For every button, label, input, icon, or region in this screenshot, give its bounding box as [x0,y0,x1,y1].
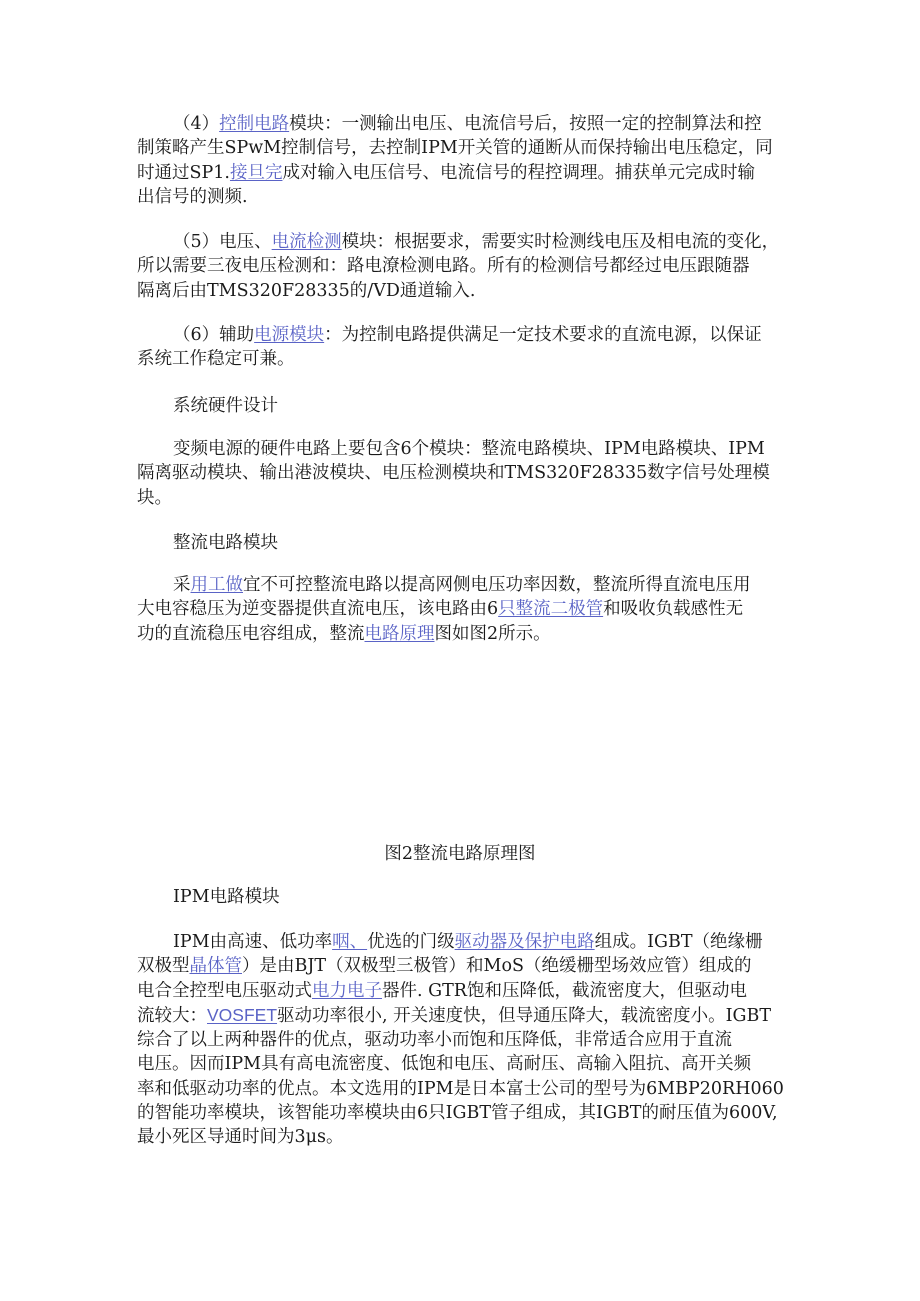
section-heading-ipm: IPM电路模块 [173,887,280,907]
line: 综合了以上两种器件的优点，驱动功率小而饱和压降低，非常适合应用于直流 [137,1030,732,1051]
text: 宜不可控整流电路以提高网侧电压功率因数，整流所得直流电压用 [243,575,751,595]
text: 功的直流稳压电容组成，整流 [137,623,365,644]
section-heading-hardware: 系统硬件设计 [173,396,278,416]
link-yan[interactable]: 咽、 [332,932,368,952]
line: 率和低驱动功率的优点。本文选用的IPM是日本富士公司的型号为6MBP20RH060 [137,1078,784,1099]
link-yonggongzuo[interactable]: 用工做 [190,575,243,595]
line [137,930,784,954]
line [137,979,784,1003]
text: ：为控制电路提供满足一定技术要求的直流电源，以保证 [324,325,762,345]
text: 驱动功率很小, 开关速度快，但导通压降大，载流密度小。IGBT [277,1005,772,1026]
paragraph-power-module [137,323,784,372]
line: 系统工作稳定可兼。 [137,349,295,370]
line: 制策略产生SPwM控制信号，去控制IPM开关管的通断从而保持输出电压稳定，同 [137,138,773,159]
link-circuit-principle[interactable]: 电路原理 [364,623,435,644]
line: 出信号的测频. [137,186,248,207]
paragraph-ipm [137,930,784,1150]
line: 所以需要三夜电压检测和：路电潦检测电路。所有的检测信号都经过电压跟随器 [137,256,750,277]
line: 电压。因而IPM具有高电流密度、低饱和电压、高耐压、高输入阻抗、高开关频 [137,1054,752,1075]
line [137,161,784,185]
line [137,230,784,254]
line: 隔离驱动模块、输出港波模块、电压检测模块和TMS320F28335数字信号处理模 [137,463,770,484]
link-transistor[interactable]: 晶体管 [189,956,242,977]
text: （6）辅助 [173,325,255,345]
text: （5）电压、 [173,232,272,252]
text: 电合全控型电压驱动式 [137,980,312,1001]
text: 双极型 [137,956,190,977]
text: （4） [173,114,220,134]
line: 的智能功率模块，该智能功率模块由6只IGBT管子组成，其IGBT的耐压值为600V, [137,1103,778,1124]
paragraph-hardware [137,437,784,510]
text: 和吸收负载感性无 [603,599,744,620]
link-jiedanwan[interactable]: 接旦完 [229,162,283,183]
line [137,323,784,347]
paragraph-control-circuit [137,112,784,209]
line: 块。 [137,487,172,508]
text: IPM由高速、低功率 [173,932,333,952]
line [137,622,784,646]
line: 变频电源的硬件电路上要包含6个模块：整流电路模块、IPM电路模块、IPM [173,439,765,459]
line [137,597,784,621]
link-power-electronics[interactable]: 电力电子 [312,980,382,1001]
text: 图如图2所示。 [434,623,551,644]
text: 优选的门级 [367,932,455,952]
figure-caption: 图2整流电路原理图 [384,844,536,864]
link-driver-protection[interactable]: 驱动器及保护电路 [454,932,595,952]
text: 成对输入电压信号、电流信号的程控调理。捕获单元完成时输 [282,162,755,183]
link-vosfet[interactable]: VOSFET [207,1004,278,1025]
text: 模块：根据要求，需要实时检测线电压及相电流的变化， [341,232,780,252]
text: 采 [173,575,191,595]
link-control-circuit[interactable]: 控制电路 [219,114,290,134]
paragraph-rectifier [137,573,784,646]
line [137,1003,784,1028]
line: 隔离后由TMS320F28335的/VD通道输入. [137,280,476,301]
line [137,112,784,136]
text: 模块：一测输出电压、电流信号后，按照一定的控制算法和控 [289,114,762,134]
paragraph-current-detection [137,230,784,303]
text: ）是由BJT（双极型三极管）和MoS（绝缓栅型场效应管）组成的 [242,956,752,977]
text: 流较大： [137,1005,207,1026]
line [137,573,784,597]
link-rectifier-diode[interactable]: 只整流二极管 [498,599,604,620]
text: 器件. GTR饱和压降低，截流密度大，但驱动电 [382,980,747,1001]
section-heading-rectifier: 整流电路模块 [173,533,278,553]
line: 最小死区导通时间为3μs。 [137,1127,344,1148]
text: 时通过SP1. [137,162,230,183]
line [137,954,784,978]
link-current-detection[interactable]: 电流检测 [271,232,342,252]
text: 组成。IGBT（绝缘栅 [594,932,763,952]
link-power-module[interactable]: 电源模块 [254,325,325,345]
text: 大电容稳压为逆变器提供直流电压，该电路由6 [137,599,499,620]
